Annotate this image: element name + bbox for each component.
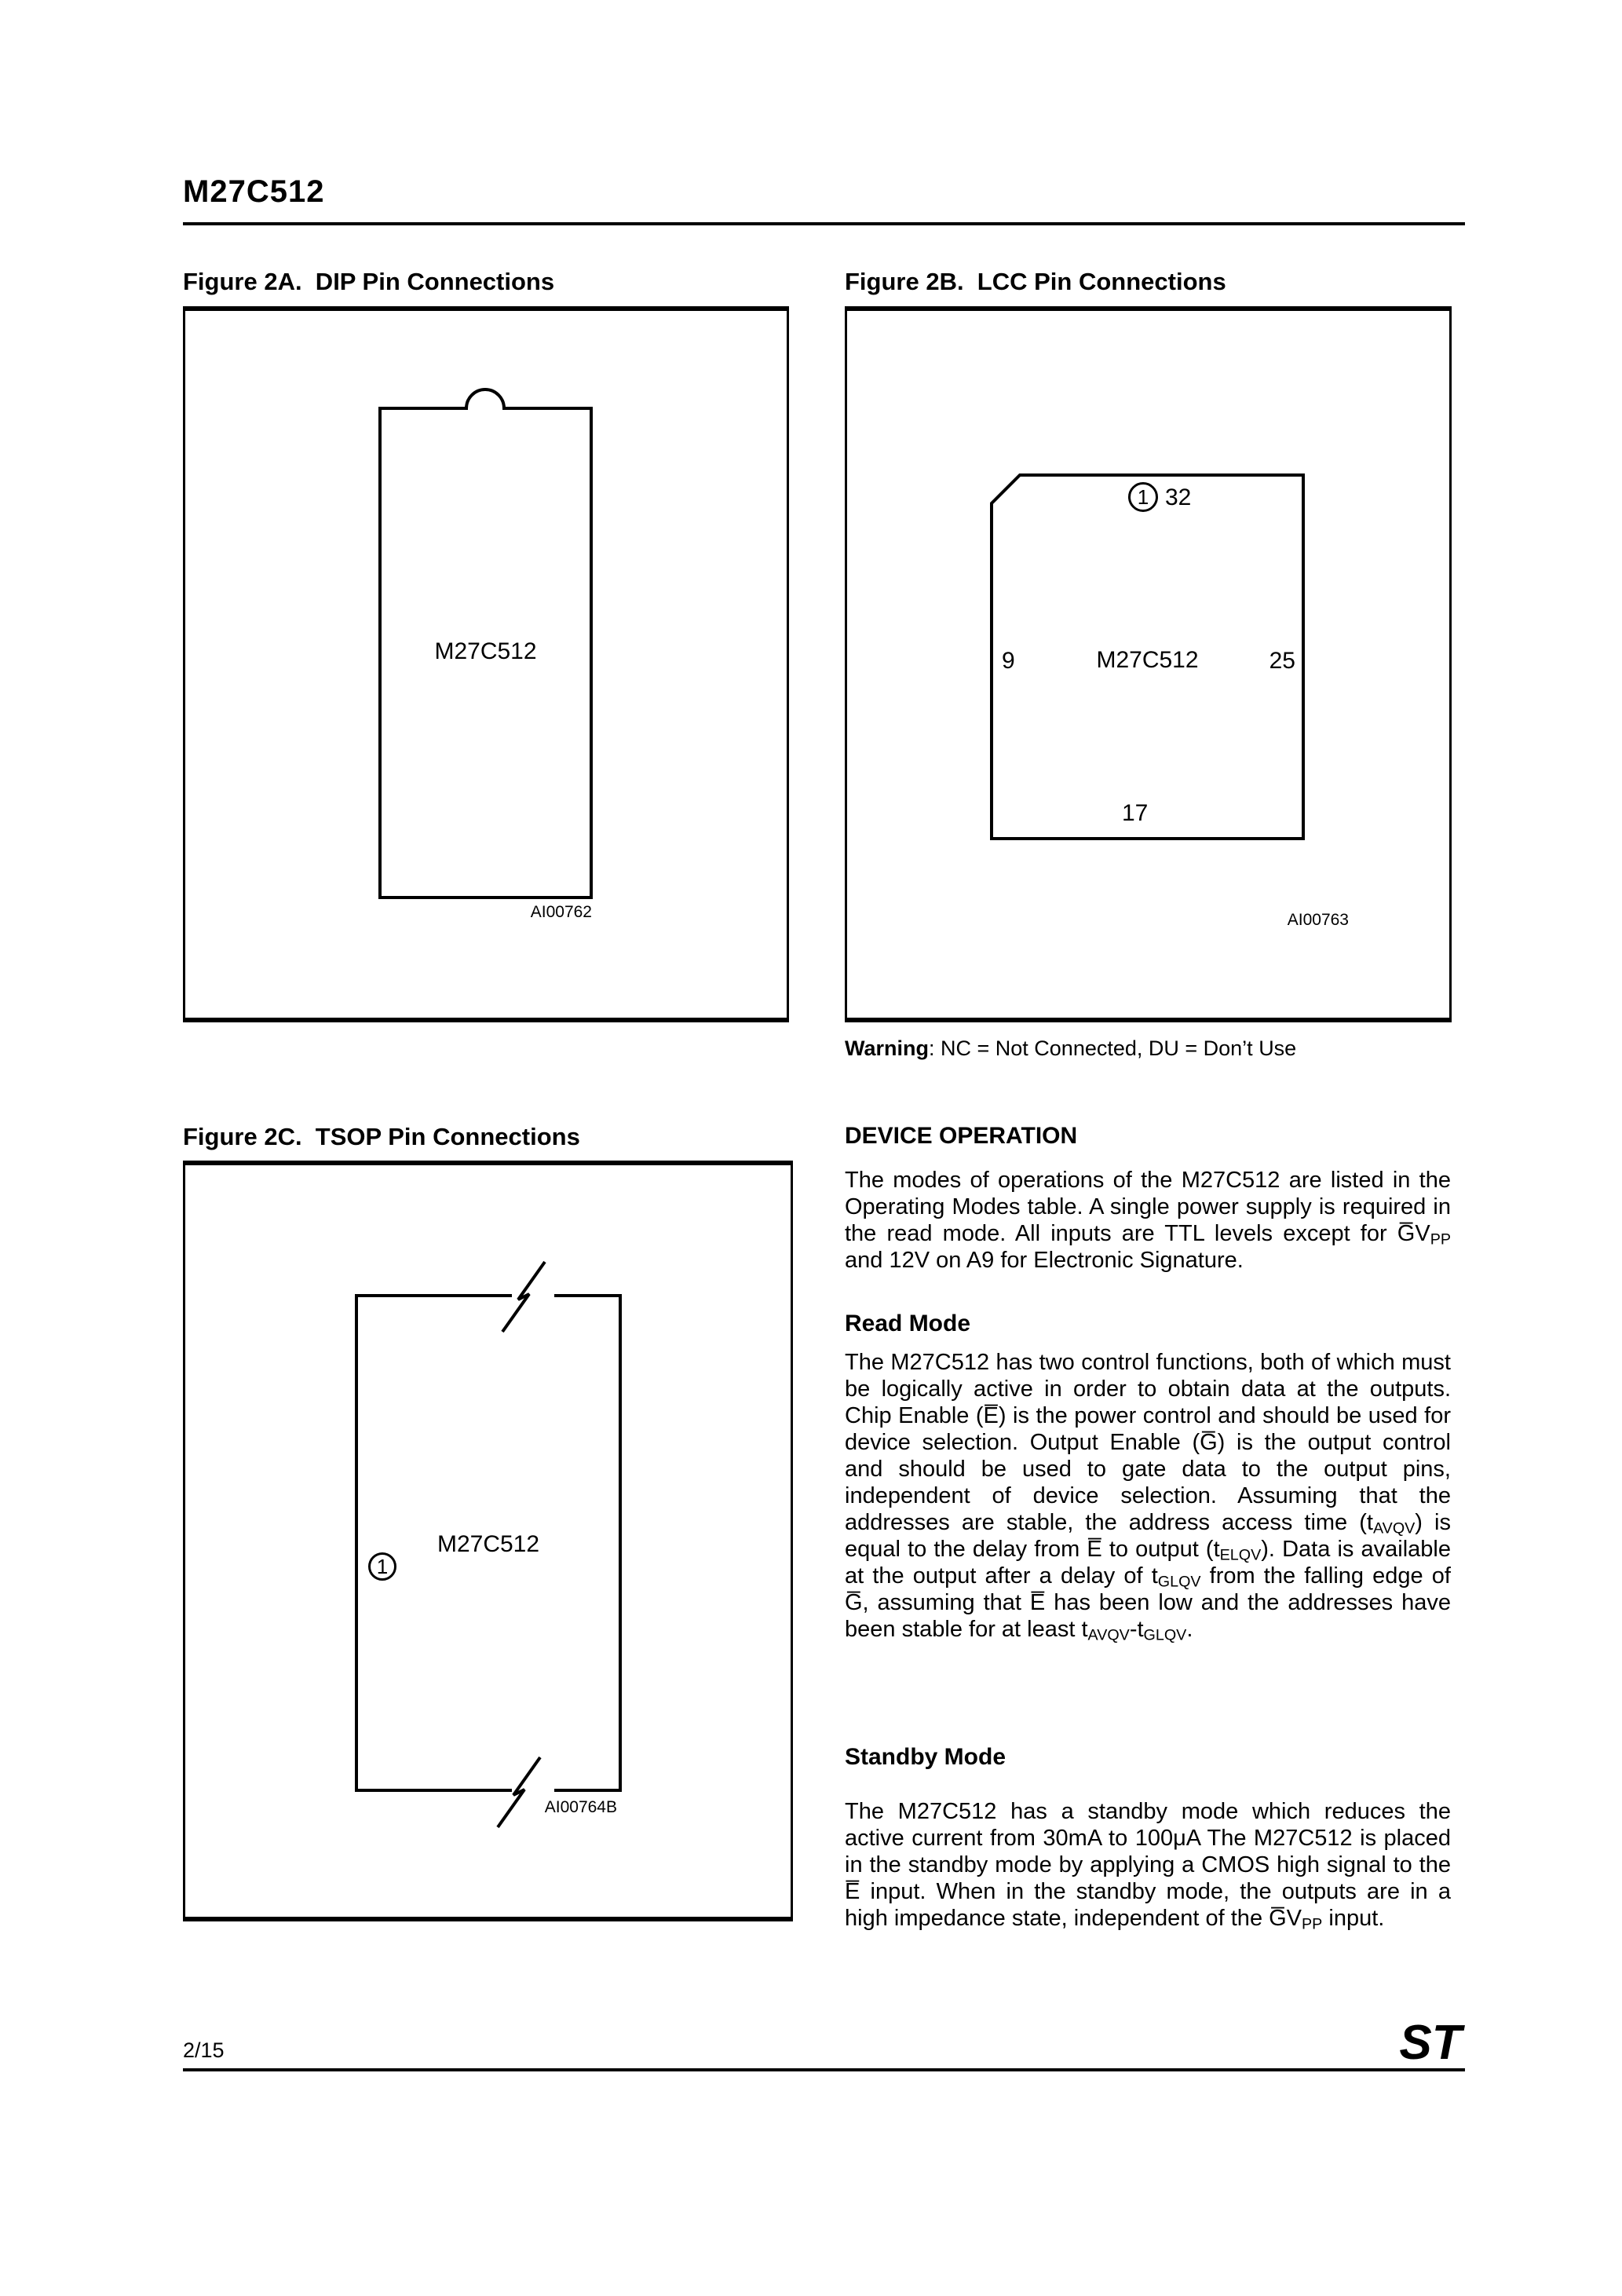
st-logo-text: ST xyxy=(1399,2016,1462,2070)
lcc-pin1-marker: 1 xyxy=(1128,482,1158,512)
standby-mode-paragraph: The M27C512 has a standby mode which reduces the active current from 30mA to 100μA The M27C512 is placed in the standby mode by applying a CMOS high signal to the E̅ input. When in the standby mode, the outputs are in a high impedance state, independent of the $G̅V_{PP}$ input. xyxy=(845,1799,1451,1933)
page-title: M27C512 xyxy=(183,174,325,209)
footer-rule xyxy=(183,2068,1465,2071)
read-mode-heading: Read Mode xyxy=(845,1311,971,1336)
warning-text: : NC = Not Connected, DU = Don’t Use xyxy=(929,1036,1297,1060)
tsop-pin1-marker: 1 xyxy=(368,1552,396,1581)
lcc-pin32-number: 32 xyxy=(1165,484,1192,510)
lcc-chip-label: M27C512 xyxy=(1096,647,1199,673)
lcc-pin9-number: 9 xyxy=(1002,648,1015,674)
standby-mode-heading: Standby Mode xyxy=(845,1744,1006,1770)
figure-2b-title: Figure 2B. LCC Pin Connections xyxy=(845,268,1226,295)
device-operation-intro: The modes of operations of the M27C512 are listed in the Operating Modes table. A single power supply is required in the read mode. All inputs are TTL levels except for $G̅V_{PP}$ and 12V on A9 for Electronic Signature. xyxy=(845,1168,1451,1273)
lcc-warning-note xyxy=(845,1036,1296,1061)
tsop-chip-label: M27C512 xyxy=(437,1531,540,1557)
tsop-figure-code: AI00764B xyxy=(544,1798,617,1816)
figure-2a-title: Figure 2A. DIP Pin Connections xyxy=(183,268,555,295)
read-mode-paragraph: The M27C512 has two control functions, both of which must be logically active in order to obtain data at the outputs. Chip Enable (E̅) is the power control and should be used for device selection. Output Enable (G̅) is the output control and should be used to gate data to the output pins, independent of device selection. Assuming that the addresses are stable, the address access time $(t_{AVQV})$ is equal to the delay from E̅ to output $(t_{ELQV})$. Data is available at the output after a delay of $t_{GLQV}$ from the falling edge of G̅, assuming that E̅ has been low and the addresses have been stable for at least $t_{AVQV}-t_{GLQV}$. xyxy=(845,1350,1451,1644)
figure-2c-title: Figure 2C. TSOP Pin Connections xyxy=(183,1123,580,1150)
lcc-figure-code: AI00763 xyxy=(1287,911,1349,929)
dip-figure-code: AI00762 xyxy=(530,903,592,921)
lcc-pin25-number: 25 xyxy=(1269,648,1295,674)
dip-chip-label: M27C512 xyxy=(434,638,537,664)
lcc-pin17-number: 17 xyxy=(1122,800,1149,826)
header-rule xyxy=(183,222,1465,225)
page-number: 2/15 xyxy=(183,2038,225,2062)
warning-label: Warning xyxy=(845,1036,929,1060)
device-operation-heading: DEVICE OPERATION xyxy=(845,1123,1078,1149)
